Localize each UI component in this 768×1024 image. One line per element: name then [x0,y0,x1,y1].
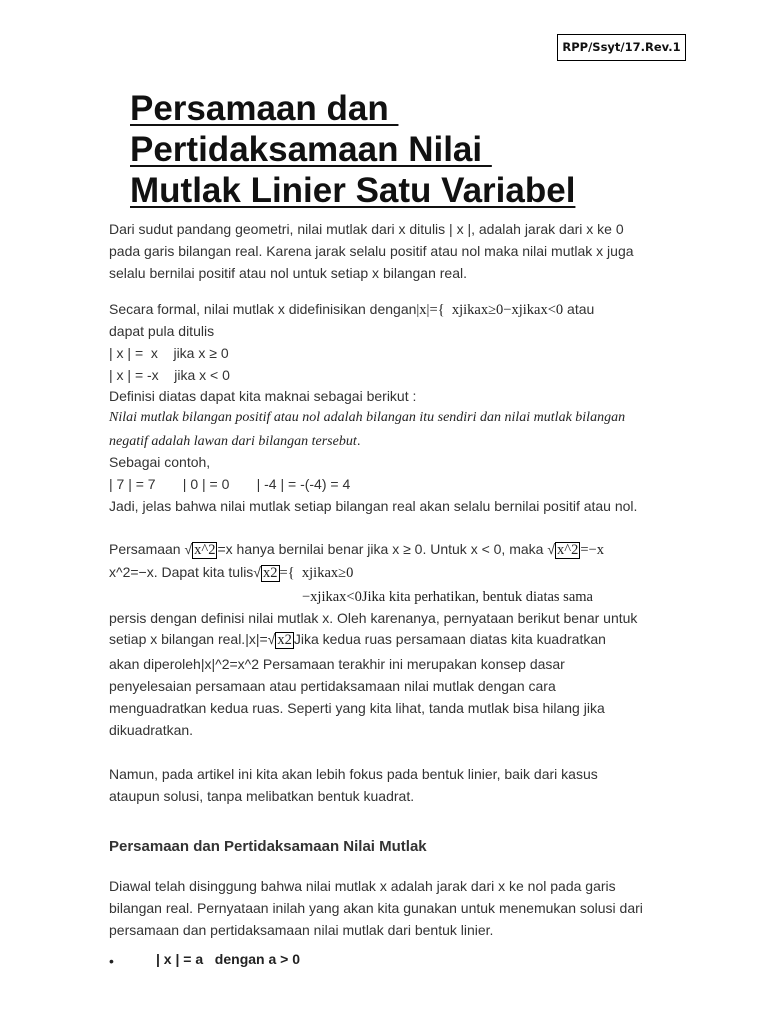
title-line-2: Pertidaksamaan Nilai [130,130,492,169]
italic-definition-period: . [356,432,361,448]
definition-text: Secara formal, nilai mutlak x didefinisikan dengan [109,301,417,317]
math-box: x2 [263,565,278,581]
math-box: x2 [277,632,292,648]
sqrt-line-5-end: Jika kedua ruas persamaan diatas kita kuadratkan [293,631,606,647]
sqrt-line-6: akan diperoleh|x|^2=x^2 Persamaan terakhir ini merupakan konsep dasar [109,656,565,672]
sqrt-line-1-text: Persamaan √ [109,541,193,557]
sqrt-line-1-end: =−x [580,542,604,558]
italic-definition-line-2 [109,431,361,451]
definition-math: |x|={ xjikax≥0−xjikax<0 [416,302,564,318]
paragraph-1-line-1: Dari sudut pandang geometri, nilai mutlak dari x ditulis | x |, adalah jarak dari x ke 0 [109,221,624,237]
section-heading: Persamaan dan Pertidaksamaan Nilai Mutlak [109,838,427,855]
sqrt-line-1-mid: =x hanya bernilai benar jika x ≥ 0. Untuk x < 0, maka √ [217,541,556,557]
title-line-1: Persamaan dan [130,89,399,128]
sqrt-line-3 [302,587,593,606]
sqrt-line-2 [109,563,353,582]
sqrt-line-4: persis dengan definisi nilai mutlak x. Oleh karenanya, pernyataan berikut benar untuk [109,610,638,626]
math-box: x^2 [194,542,216,558]
conclusion-line: Jadi, jelas bahwa nilai mutlak setiap bilangan real akan selalu bernilai positif atau nol. [109,498,638,514]
sqrt-line-2-end: ={ xjikax≥0 [279,565,354,581]
title-line-3: Mutlak Linier Satu Variabel [130,171,576,210]
bullet-item: | x | = a dengan a > 0 [156,951,301,967]
sqrt-line-5-text: setiap x bilangan real.|x|=√ [109,631,276,647]
paragraph-4-line-2: ataupun solusi, tanpa melibatkan bentuk kuadrat. [109,788,415,804]
italic-definition-text: negatif adalah lawan dari bilangan tersebut [109,434,357,449]
sqrt-line-3-text: −xjikax<0Jika kita perhatikan, bentuk diatas sama [302,589,593,605]
italic-definition-line-1: Nilai mutlak bilangan positif atau nol adalah bilangan itu sendiri dan nilai mutlak bilangan [109,410,626,425]
page-title [130,88,690,211]
paragraph-1-line-3: selalu bernilai positif atau nol untuk setiap x bilangan real. [109,265,468,281]
math-box: x^2 [557,542,579,558]
bullet-icon: • [109,953,114,969]
definition-line [109,300,594,319]
sqrt-line-2-text: x^2=−x. Dapat kita tulis√ [109,564,261,580]
sqrt-line-9: dikuadratkan. [109,722,194,738]
case-positive-line: | x | = x jika x ≥ 0 [109,345,229,361]
document-code-box: RPP/Ssyt/17.Rev.1 [557,34,686,61]
meaning-intro-line: Definisi diatas dapat kita maknai sebagai berikut : [109,388,417,404]
paragraph-5-line-1: Diawal telah disinggung bahwa nilai mutlak x adalah jarak dari x ke nol pada garis [109,878,616,894]
paragraph-4-line-1: Namun, pada artikel ini kita akan lebih fokus pada bentuk linier, baik dari kasus [109,766,598,782]
sqrt-line-5 [109,630,606,649]
example-values-line: | 7 | = 7 | 0 | = 0 | -4 | = -(-4) = 4 [109,476,351,492]
paragraph-5-line-2: bilangan real. Pernyataan inilah yang akan kita gunakan untuk menemukan solusi dari [109,900,643,916]
paragraph-1-line-2: pada garis bilangan real. Karena jarak selalu positif atau nol maka nilai mutlak x juga [109,243,634,259]
definition-tail: atau [563,301,595,317]
alt-written-line: dapat pula ditulis [109,323,215,339]
case-negative-line: | x | = -x jika x < 0 [109,367,230,383]
paragraph-5-line-3: persamaan dan pertidaksamaan nilai mutlak dari bentuk linier. [109,922,494,938]
example-intro-line: Sebagai contoh, [109,454,211,470]
sqrt-line-7: penyelesaian persamaan atau pertidaksamaan nilai mutlak dengan cara [109,678,556,694]
sqrt-line-8: menguadratkan kedua ruas. Seperti yang kita lihat, tanda mutlak bisa hilang jika [109,700,605,716]
sqrt-line-1 [109,540,604,559]
